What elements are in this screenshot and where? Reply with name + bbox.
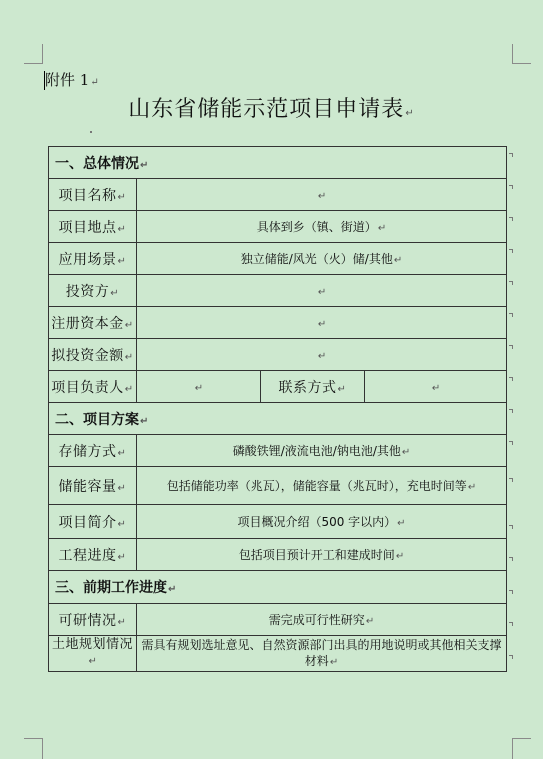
label-feasibility [49,604,137,636]
paragraph-mark-icon: ↵ [395,551,405,562]
label-text: 注册资本金 [51,315,124,332]
section-title: 一、总体情况 [55,155,139,172]
field-planned-investment[interactable] [137,339,507,371]
paragraph-mark-icon: ↵ [117,223,127,235]
row-end-marker [509,281,513,285]
paragraph-mark-icon: ↵ [377,223,387,234]
row-end-marker [509,217,513,221]
label-text: 项目负责人 [51,379,124,396]
label-text: 应用场景 [58,251,117,268]
paragraph-mark-icon: ↵ [117,616,127,628]
paragraph-mark-icon: ↵ [117,191,127,203]
crop-mark-bottom-right-v [512,738,513,759]
field-text: 包括项目预计开工和建成时间 [238,548,395,562]
title-text[interactable]: 山东省储能示范项目申请表 [128,97,405,122]
paragraph-mark-icon: ↵ [397,518,406,529]
field-text: 包括储能功率（兆瓦），储能容量（兆瓦时），充电时间等 [166,479,467,493]
row-end-marker [509,525,513,529]
paragraph-mark-icon: ↵ [124,319,134,331]
label-text: 项目名称 [58,187,117,204]
field-construction-progress[interactable] [137,539,507,571]
table-row [49,243,507,275]
label-text: 项目简介 [58,514,117,531]
section-row [49,147,507,179]
field-project-location[interactable] [137,211,507,243]
paragraph-mark-icon: ↵ [317,190,327,202]
table-row [49,275,507,307]
paragraph-mark-icon: ↵ [393,255,403,266]
label-text: 拟投资金额 [51,347,124,364]
field-text: 需具有规划选址意见、自然资源部门出具的用地说明或其他相关支撑材料 [141,637,502,668]
paragraph-mark-icon: ↵ [194,382,204,394]
field-feasibility[interactable] [137,604,507,636]
row-end-marker [509,557,513,561]
crop-mark-top-left-v [42,44,43,64]
paragraph-mark-icon: ↵ [317,286,327,298]
field-application-scenario[interactable] [137,243,507,275]
paragraph-mark-icon: ↵ [337,383,347,395]
table-row [49,307,507,339]
paragraph-mark-icon: ↵ [329,656,339,668]
row-end-marker [509,313,513,317]
label-text: 土地规划情况 [51,637,133,652]
field-project-lead[interactable] [137,371,261,403]
paragraph-mark-icon: ↵ [88,656,98,667]
paragraph-mark-icon: ↵ [431,382,441,394]
paragraph-mark-icon: ↵ [110,287,120,299]
label-construction-progress [49,539,137,571]
label-application-scenario [49,243,137,275]
table-row [49,435,507,467]
section-plan[interactable] [49,403,507,435]
row-end-marker [509,185,513,189]
label-text: 可研情况 [58,612,117,629]
label-land-planning [49,636,137,672]
crop-mark-bottom-left-v [42,738,43,759]
section-preliminary-work[interactable] [49,571,507,604]
crop-mark-bottom-right-h [512,738,531,739]
field-text: 磷酸铁锂/液流电池/钠电池/其他 [232,444,401,458]
table-row [49,467,507,505]
label-text: 联系方式 [278,379,337,396]
field-storage-method[interactable] [137,435,507,467]
label-text: 存储方式 [58,443,117,460]
label-registered-capital [49,307,137,339]
paragraph-mark-icon: ↵ [168,584,177,595]
paragraph-mark-icon: ↵ [140,415,149,427]
paragraph-mark-icon: ↵ [401,447,411,458]
label-text: 储能容量 [58,478,117,495]
label-storage-capacity [49,467,137,505]
field-registered-capital[interactable] [137,307,507,339]
section-overview[interactable] [49,147,507,179]
paragraph-mark-icon: ↵ [140,159,149,171]
label-text: 投资方 [65,283,110,300]
paragraph-mark-icon: ↵ [467,482,477,493]
paragraph-mark-icon: ↵ [117,551,127,563]
row-end-marker [509,622,513,626]
document-title[interactable] [0,96,543,128]
field-text: 项目概况介绍（500 字以内） [237,515,397,529]
table-row [49,539,507,571]
paragraph-mark-icon: ↵ [117,482,127,494]
paragraph-mark-icon: ↵ [317,350,327,362]
crop-mark-top-right-v [512,44,513,64]
row-end-marker [509,409,513,413]
table-row [49,339,507,371]
table-row [49,505,507,539]
row-end-marker [509,655,513,659]
label-project-name [49,179,137,211]
paragraph-mark-icon: ↵ [117,447,127,459]
field-contact[interactable] [365,371,507,403]
crop-mark-top-left-h [24,63,43,64]
table-row [49,211,507,243]
label-text: 工程进度 [58,547,117,564]
row-end-marker [509,478,513,482]
field-text: 独立储能/风光（火）储/其他 [240,252,393,266]
table-row [49,636,507,672]
table-row [49,371,507,403]
label-project-lead [49,371,137,403]
row-end-marker [509,590,513,594]
crop-mark-bottom-left-h [24,738,43,739]
row-end-marker [509,441,513,445]
field-land-planning[interactable] [137,636,507,672]
label-project-intro [49,505,137,539]
application-form-table [48,146,507,672]
row-end-marker [509,153,513,157]
label-storage-method [49,435,137,467]
label-planned-investment [49,339,137,371]
table-row [49,604,507,636]
paragraph-mark-icon: ↵ [124,383,134,395]
attachment-label[interactable] [45,70,99,93]
paragraph-dot [90,131,92,133]
field-text: 具体到乡（镇、街道） [256,220,377,234]
table-row [49,179,507,211]
row-end-marker [509,249,513,253]
label-contact [261,371,365,403]
field-project-intro[interactable] [137,505,507,539]
label-project-location [49,211,137,243]
section-title: 二、项目方案 [55,411,139,428]
crop-mark-top-right-h [512,63,531,64]
section-title: 三、前期工作进度 [55,580,167,596]
section-row [49,571,507,604]
paragraph-mark-icon: ↵ [365,616,375,627]
field-text: 需完成可行性研究 [268,613,365,627]
paragraph-mark-icon: ↵ [90,77,99,88]
paragraph-mark-icon: ↵ [317,318,327,330]
field-storage-capacity[interactable] [137,467,507,505]
paragraph-mark-icon: ↵ [117,518,127,530]
paragraph-mark-icon: ↵ [124,351,134,363]
field-investor[interactable] [137,275,507,307]
field-project-name[interactable] [137,179,507,211]
attachment-text[interactable]: 附件 1 [45,71,90,89]
row-end-marker [509,345,513,349]
paragraph-mark-icon: ↵ [117,255,127,267]
paragraph-mark-icon: ↵ [405,108,415,119]
section-row [49,403,507,435]
label-investor [49,275,137,307]
label-text: 项目地点 [58,219,117,236]
row-end-marker [509,377,513,381]
